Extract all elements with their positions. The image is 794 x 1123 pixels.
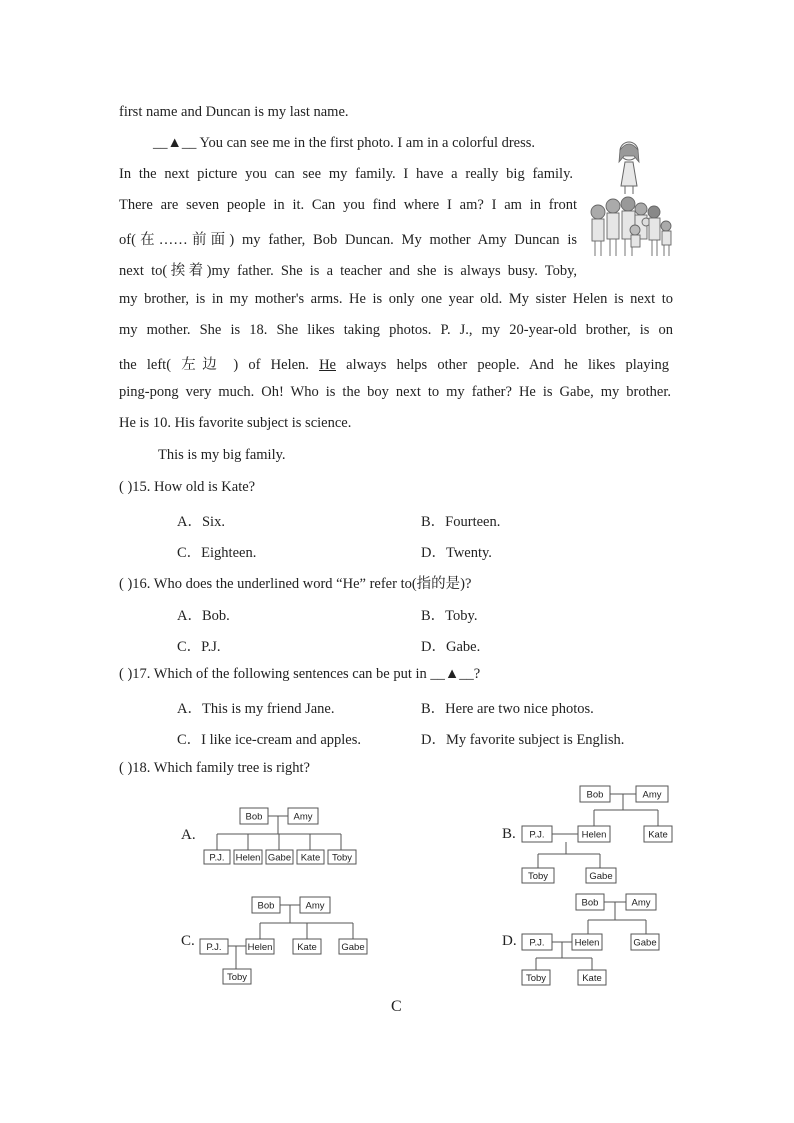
question-15: ( )15. How old is Kate?	[119, 479, 256, 495]
tree-node	[576, 894, 604, 910]
underlined-he: He	[319, 357, 336, 373]
q15-option-b: B．Fourteen.	[421, 514, 501, 530]
family-tree-c	[196, 895, 372, 987]
svg-text:Kate: Kate	[297, 942, 317, 953]
girl-illustration	[612, 138, 646, 196]
tree-node	[266, 850, 293, 864]
passage-line-6: next to(挨着)my father. She is a teacher and she is always busy. Toby,	[119, 263, 577, 279]
tree-node	[578, 826, 610, 842]
passage-line-10: ping-pong very much. Oh! Who is the boy next to my father? He is Gabe, my brother.	[119, 384, 671, 400]
svg-text:Bob: Bob	[245, 811, 263, 823]
tree-node	[297, 850, 324, 864]
svg-text:Kate: Kate	[300, 852, 321, 864]
passage-line-7: my brother, is in my mother's arms. He is only one year old. My sister Helen is next to	[119, 291, 673, 307]
q17-option-b: B．Here are two nice photos.	[421, 701, 594, 717]
svg-text:Bob: Bob	[257, 900, 275, 912]
q17-option-c: C．I like ice-cream and apples.	[177, 732, 361, 748]
svg-text:Toby: Toby	[226, 972, 248, 983]
tree-b-label: B.	[502, 826, 516, 842]
family-illustration	[588, 192, 674, 260]
passage-line-5: of(在……前面) my father, Bob Duncan. My mother Amy Duncan is	[119, 232, 577, 248]
q17-option-d: D．My favorite subject is English.	[421, 732, 625, 748]
q16-option-b: B．Toby.	[421, 608, 478, 624]
tree-node	[626, 894, 656, 910]
passage-line-8: my mother. She is 18. She likes taking photos. P. J., my 20-year-old brother, is on	[119, 322, 673, 338]
tree-node	[293, 939, 321, 954]
passage-line-3: In the next picture you can see my family. I have a really big family.	[119, 166, 573, 182]
tree-node	[522, 970, 550, 985]
svg-text:Toby: Toby	[527, 871, 549, 882]
tree-node	[636, 786, 668, 802]
tree-node	[252, 897, 280, 913]
tree-node	[522, 934, 552, 950]
svg-text:P.J.: P.J.	[209, 852, 225, 864]
family-tree-d	[518, 892, 666, 988]
svg-text:P.J.: P.J.	[529, 829, 545, 841]
tree-c-label: C.	[181, 933, 195, 949]
tree-node	[223, 969, 251, 984]
question-17: ( )17. Which of the following sentences can be put in __▲__?	[119, 666, 481, 682]
q15-option-c: C．Eighteen.	[177, 545, 257, 561]
passage-line-11: He is 10. His favorite subject is science.	[119, 415, 352, 431]
passage-line-4: There are seven people in it. Can you find where I am? I am in front	[119, 197, 577, 213]
passage-line-12: This is my big family.	[158, 447, 286, 463]
svg-text:Helen: Helen	[247, 942, 273, 953]
svg-text:Amy: Amy	[631, 897, 651, 909]
q17-option-a: A．This is my friend Jane.	[177, 701, 335, 717]
svg-text:Amy: Amy	[293, 811, 313, 823]
question-16: ( )16. Who does the underlined word “He” refer to(指的是)?	[119, 576, 472, 592]
svg-text:Bob: Bob	[581, 897, 599, 909]
q17-blank-marker: __▲__	[430, 666, 474, 682]
svg-text:Amy: Amy	[305, 900, 325, 912]
tree-node	[631, 934, 659, 950]
svg-text:Amy: Amy	[642, 789, 662, 801]
tree-node	[300, 897, 330, 913]
family-tree-a	[200, 806, 360, 866]
svg-text:Kate: Kate	[648, 829, 668, 841]
q15-option-d: D．Twenty.	[421, 545, 492, 561]
svg-text:Gabe: Gabe	[589, 871, 613, 882]
tree-node	[200, 939, 228, 954]
blank-marker: __▲__	[153, 135, 197, 151]
passage-line-1: first name and Duncan is my last name.	[119, 104, 349, 120]
q16-option-a: A．Bob.	[177, 608, 230, 624]
svg-text:Bob: Bob	[586, 789, 604, 801]
svg-text:Kate: Kate	[582, 973, 602, 984]
tree-node	[246, 939, 274, 954]
section-letter: C	[391, 998, 402, 1015]
svg-text:Helen: Helen	[574, 937, 600, 949]
svg-text:Helen: Helen	[235, 852, 261, 864]
tree-node	[328, 850, 356, 864]
svg-text:Helen: Helen	[581, 829, 607, 841]
tree-node	[578, 970, 606, 985]
family-tree-b	[518, 784, 678, 886]
tree-node	[644, 826, 672, 842]
question-18: ( )18. Which family tree is right?	[119, 760, 310, 776]
tree-node	[522, 826, 552, 842]
svg-text:Gabe: Gabe	[633, 937, 657, 949]
tree-d-label: D.	[502, 933, 517, 949]
svg-text:Gabe: Gabe	[267, 852, 292, 864]
tree-node	[204, 850, 230, 864]
q16-option-c: C．P.J.	[177, 639, 221, 655]
svg-text:P.J.: P.J.	[206, 942, 222, 953]
svg-text:Gabe: Gabe	[341, 942, 365, 953]
q15-option-a: A．Six.	[177, 514, 225, 530]
tree-node	[522, 868, 554, 883]
tree-node	[288, 808, 318, 824]
tree-node	[240, 808, 268, 824]
q16-option-d: D．Gabe.	[421, 639, 481, 655]
tree-node	[339, 939, 367, 954]
svg-text:Toby: Toby	[331, 852, 353, 864]
passage-line-2: __▲__ You can see me in the first photo. I am in a colorful dress.	[153, 135, 536, 151]
passage-line-9: the left( 左边 ) of Helen. He always helps other people. And he likes playing	[119, 357, 669, 373]
tree-node	[586, 868, 616, 883]
tree-node	[572, 934, 602, 950]
tree-node	[234, 850, 262, 864]
tree-a-label: A.	[181, 827, 196, 843]
svg-text:P.J.: P.J.	[529, 937, 545, 949]
svg-text:Toby: Toby	[525, 973, 547, 984]
tree-node	[580, 786, 610, 802]
